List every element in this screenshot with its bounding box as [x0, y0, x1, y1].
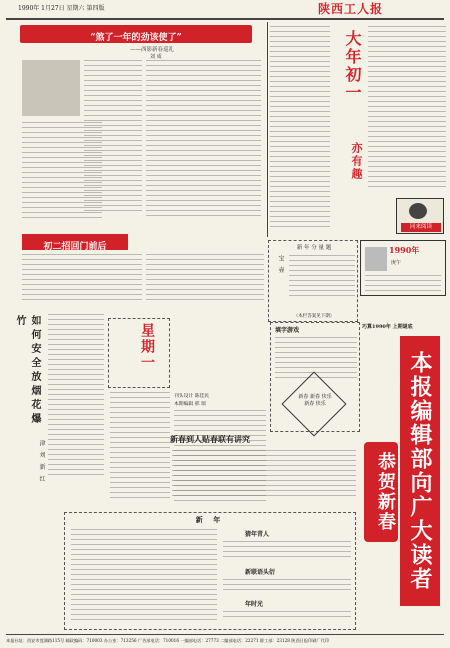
right-top-vertical-title: 大年初一 [343, 30, 362, 102]
spring-box [108, 318, 170, 388]
spring-vertical-note: 津 刘 新 红 [38, 440, 45, 484]
section-stories-banner [22, 234, 128, 250]
calendar-box [360, 240, 446, 296]
section-stories-body [20, 252, 265, 307]
lead-title: “煞了一年的劲该使了” [90, 33, 182, 43]
safety-title: 如何安全放烟花爆竹 [14, 315, 40, 427]
lead-subtitle: ——西影新春巡礼 [130, 47, 175, 53]
puzzle-title: 填字游戏 [275, 327, 300, 334]
post-label-2: 本期编辑 邢 瑞 [174, 402, 206, 407]
puzzle-box [270, 322, 360, 432]
puzzle-answer-title: 巧算1990年 上期谜底 [362, 324, 413, 330]
bottom-box [64, 512, 356, 630]
right-top-column [268, 22, 448, 237]
ad-footer: （本栏答案见下期） [293, 314, 335, 319]
ad-side-label: 宝 壶 [277, 255, 284, 275]
red-stamp-text: 恭贺新春 [364, 442, 398, 542]
spring-title: 星期一 [139, 323, 155, 371]
masthead: 陕西工人报 [318, 2, 384, 16]
cartoon-box [396, 198, 444, 234]
lead-article-body [20, 58, 265, 223]
right-top-vertical-sub: 亦有趣 [350, 142, 363, 181]
right-top-divider [267, 22, 268, 237]
red-slogan: 本报编辑部向广大读者 [400, 336, 440, 606]
post-note-title: 新春到人贴春联有讲究 [170, 434, 250, 444]
lead-photo [22, 60, 80, 116]
cartoon-label: 同来阅读 [401, 223, 441, 232]
bottom-box-title: 新 年 [195, 515, 225, 524]
bottom-item-2: 新联语头衍 [245, 569, 276, 576]
calendar-icon [365, 247, 387, 271]
ad-title: 新 年 分 量 题 [296, 245, 332, 251]
fortune-title: 新春 新春 快乐 新春 快乐 [298, 394, 332, 407]
footer-text: 本报社址：西安市莲湖路115号 邮政编码：710003 办公室：713256 广告部电话：710016 一编部电话：27773 二编部电话：22271 群工部：23128 陕西日报印刷厂代印 [6, 638, 329, 643]
safety-body [46, 312, 106, 482]
red-stamp [360, 438, 400, 548]
ad-box [268, 240, 358, 322]
bottom-item-1: 猜年青人 [245, 531, 270, 538]
lead-title-banner [20, 25, 252, 43]
section-stories-title: 初二招回门前后 [43, 242, 107, 252]
lead-byline: 刘 成 [150, 54, 162, 60]
post-label: 刊头设计 陈佳民 [174, 394, 210, 399]
calendar-note: 庚午 [391, 260, 402, 266]
post-note-body [170, 448, 358, 508]
safety-box [14, 315, 44, 435]
bottom-item-3: 年时光 [245, 601, 264, 608]
cartoon-icon [409, 203, 427, 219]
issue-date: 1990年 1月27日 星期六 第四版 [18, 5, 105, 12]
header-rule [6, 18, 444, 20]
calendar-year: 1990年 [389, 245, 420, 255]
footer-rule [6, 634, 444, 635]
